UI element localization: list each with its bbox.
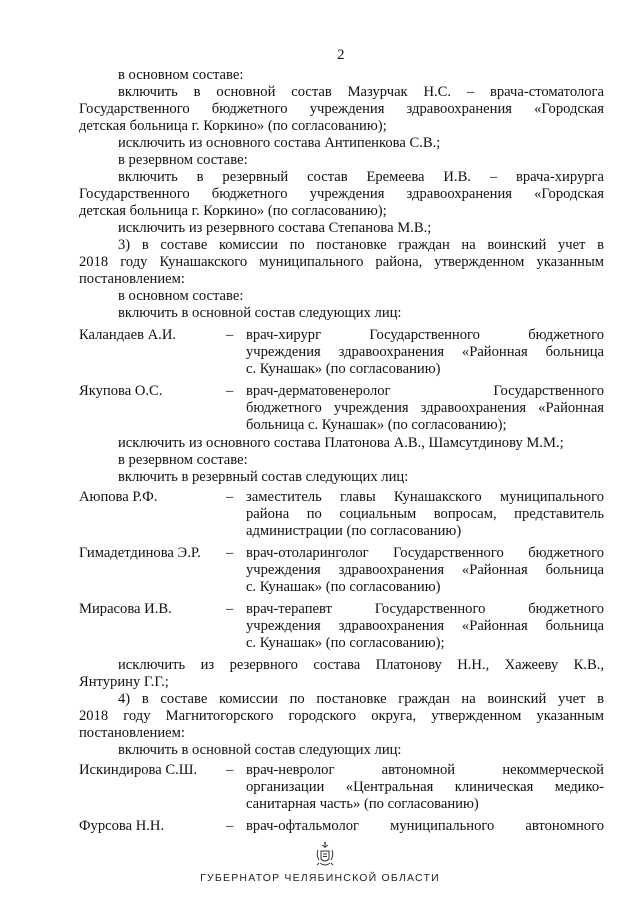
text-line: 2018 году Магнитогорского городского округа, утвержденном указанным — [79, 708, 604, 724]
page-number: 2 — [337, 47, 345, 63]
text-line: в основном составе: — [118, 288, 244, 304]
text-line: 3) в составе комиссии по постановке граждан на воинский учет в — [118, 237, 604, 253]
person-name: Гимадетдинова Э.Р. — [79, 545, 201, 561]
person-description: с. Кунашак» (по согласованию) — [246, 361, 441, 377]
person-description: врач-отоларинголог Государственного бюджетного — [246, 545, 604, 561]
person-description: врач-офтальмолог муниципального автономного — [246, 818, 604, 834]
person-description: больница с. Кунашак» (по согласованию); — [246, 417, 507, 433]
person-description: администрации (по согласованию) — [246, 523, 462, 539]
person-description: бюджетного учреждения здравоохранения «Районная — [246, 400, 604, 416]
person-description: врач-терапевт Государственного бюджетного — [246, 601, 604, 617]
person-name: Фурсова Н.Н. — [79, 818, 165, 834]
person-name: Искиндирова С.Ш. — [79, 762, 198, 778]
text-line: исключить из резервного состава Степанова М.В.; — [118, 220, 432, 236]
text-line: включить в резервный состав следующих лиц: — [118, 469, 409, 485]
entry-dash: – — [226, 818, 234, 834]
person-description: врач-хирург Государственного бюджетного — [246, 327, 604, 343]
entry-dash: – — [226, 383, 234, 399]
person-description: организации «Центральная клиническая медико- — [246, 779, 604, 795]
text-line: исключить из основного состава Антипенкова С.В.; — [118, 135, 441, 151]
person-description: учреждения здравоохранения «Районная больница — [246, 344, 604, 360]
text-line: включить в резервный состав Еремеева И.В. – врача-хирурга — [118, 169, 604, 185]
person-description: врач-невролог автономной некоммерческой — [246, 762, 604, 778]
text-line: детская больница г. Коркино» (по согласованию); — [79, 203, 387, 219]
entry-dash: – — [226, 327, 234, 343]
person-description: врач-дерматовенеролог Государственного — [246, 383, 604, 399]
person-description: с. Кунашак» (по согласованию); — [246, 635, 445, 651]
entry-dash: – — [226, 762, 234, 778]
text-line: в резервном составе: — [118, 152, 248, 168]
text-line: включить в основной состав следующих лиц: — [118, 742, 402, 758]
entry-dash: – — [226, 601, 234, 617]
text-line: постановлением: — [79, 271, 185, 287]
person-description: учреждения здравоохранения «Районная больница — [246, 618, 604, 634]
coat-of-arms-icon — [313, 841, 337, 871]
text-line: постановлением: — [79, 725, 185, 741]
text-line: Государственного бюджетного учреждения здравоохранения «Городская — [79, 186, 604, 202]
text-line: 2018 году Кунашакского муниципального района, утвержденном указанным — [79, 254, 604, 270]
person-name: Мирасова И.В. — [79, 601, 172, 617]
text-line: 4) в составе комиссии по постановке граждан на воинский учет в — [118, 691, 604, 707]
text-line: включить в основной состав следующих лиц: — [118, 305, 402, 321]
text-line: Государственного бюджетного учреждения здравоохранения «Городская — [79, 101, 604, 117]
person-description: учреждения здравоохранения «Районная больница — [246, 562, 604, 578]
entry-dash: – — [226, 489, 234, 505]
text-line: исключить из основного состава Платонова А.В., Шамсутдинову М.М.; — [118, 435, 564, 451]
person-description: с. Кунашак» (по согласованию) — [246, 579, 441, 595]
text-line: Янтурину Г.Г.; — [79, 674, 169, 690]
person-name: Аюпова Р.Ф. — [79, 489, 158, 505]
entry-dash: – — [226, 545, 234, 561]
text-line: детская больница г. Коркино» (по согласованию); — [79, 118, 387, 134]
footer-title: ГУБЕРНАТОР ЧЕЛЯБИНСКОЙ ОБЛАСТИ — [200, 872, 440, 884]
person-description: санитарная часть» (по согласованию) — [246, 796, 479, 812]
person-description: заместитель главы Кунашакского муниципального — [246, 489, 604, 505]
text-line: в резервном составе: — [118, 452, 248, 468]
person-description: района по социальным вопросам, представитель — [246, 506, 604, 522]
text-line: в основном составе: — [118, 67, 244, 83]
text-line: включить в основной состав Мазурчак Н.С. – врача-стоматолога — [118, 84, 604, 100]
text-line: исключить из резервного состава Платонову Н.Н., Хажееву К.В., — [118, 657, 604, 673]
person-name: Якупова О.С. — [79, 383, 163, 399]
person-name: Каландаев А.И. — [79, 327, 177, 343]
